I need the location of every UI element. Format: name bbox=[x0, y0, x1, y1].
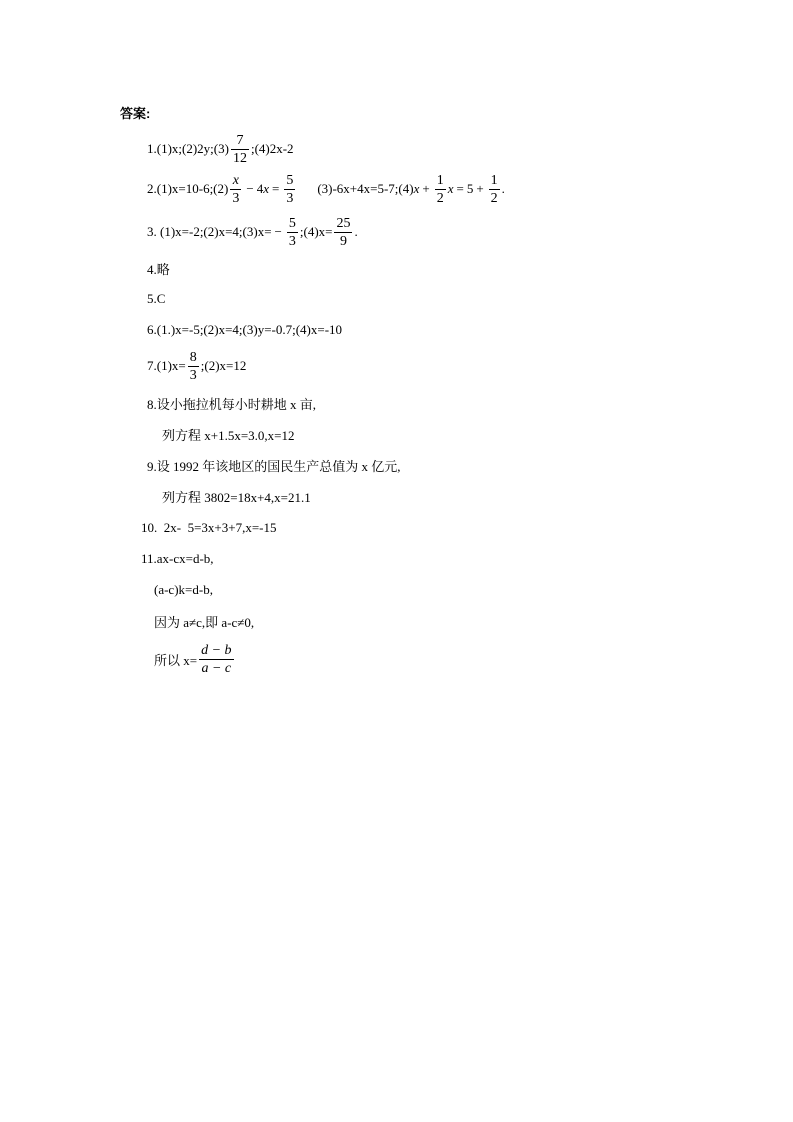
fraction-numerator: d − b bbox=[201, 642, 232, 658]
answer-7-text: 7.(1)x= bbox=[147, 358, 186, 373]
fraction-numerator: x bbox=[232, 172, 239, 188]
answer-1-fraction bbox=[231, 132, 249, 167]
fraction-numerator: 25 bbox=[336, 215, 351, 231]
fraction-denominator: a − c bbox=[201, 660, 232, 676]
period: . bbox=[501, 181, 505, 196]
answer-11-fraction bbox=[199, 642, 233, 677]
coefficient: 4 bbox=[256, 181, 264, 196]
plus-sign: + bbox=[422, 181, 430, 196]
period: . bbox=[354, 224, 358, 239]
answer-1 bbox=[147, 132, 294, 166]
fraction-denominator: 3 bbox=[286, 190, 294, 206]
answer-11-line-3: 因为 a≠c,即 a-c≠0, bbox=[154, 614, 255, 630]
answer-2-text: 2.(1)x=10-6;(2) bbox=[147, 181, 229, 196]
answer-3-fraction-1 bbox=[287, 215, 298, 250]
fraction-numerator: 1 bbox=[490, 172, 498, 188]
constant: 5 bbox=[466, 181, 474, 196]
answer-4: 4.略 bbox=[147, 261, 170, 277]
minus-sign: − bbox=[274, 224, 282, 239]
answer-9-line-1: 9.设 1992 年该地区的国民生产总值为 x 亿元, bbox=[147, 458, 401, 474]
answer-8-line-2: 列方程 x+1.5x=3.0,x=12 bbox=[162, 427, 295, 443]
answer-11-line-2: (a-c)k=d-b, bbox=[154, 582, 213, 597]
answer-7-text-end: ;(2)x=12 bbox=[200, 358, 247, 373]
fraction-numerator: 1 bbox=[436, 172, 444, 188]
variable-x: x bbox=[263, 181, 269, 196]
answer-11-line-1: 11.ax-cx=d-b, bbox=[141, 551, 214, 566]
answer-3-text-mid: ;(4)x= bbox=[299, 224, 333, 239]
fraction-denominator: 3 bbox=[189, 367, 197, 383]
answer-1-text-end: ;(4)2x-2 bbox=[250, 141, 294, 156]
fraction-numerator: 5 bbox=[288, 215, 296, 231]
variable-x: x bbox=[447, 181, 454, 196]
fraction-denominator: 12 bbox=[232, 150, 247, 166]
answer-11-text: 所以 x= bbox=[154, 652, 198, 668]
answer-11-line-4 bbox=[154, 642, 236, 676]
equals-sign: = bbox=[456, 181, 464, 196]
answer-5: 5.C bbox=[147, 291, 166, 306]
variable-x: x bbox=[413, 181, 420, 196]
answer-heading: 答案: bbox=[120, 106, 151, 121]
fraction-numerator: 8 bbox=[189, 349, 197, 365]
fraction-denominator: 2 bbox=[490, 190, 498, 206]
answer-2-text-mid: (3)-6x+4x=5-7;(4) bbox=[317, 181, 414, 196]
answer-7-fraction bbox=[188, 349, 199, 384]
fraction-numerator: 5 bbox=[286, 172, 294, 188]
fraction-denominator: 2 bbox=[436, 190, 444, 206]
answer-3-text: 3. (1)x=-2;(2)x=4;(3)x= bbox=[147, 224, 272, 239]
minus-sign: − bbox=[246, 181, 254, 196]
equals-sign: = bbox=[271, 181, 280, 196]
fraction-numerator: 7 bbox=[236, 132, 244, 148]
answer-1-text: 1.(1)x;(2)2y;(3) bbox=[147, 141, 229, 156]
answer-10: 10. 2x- 5=3x+3+7,x=-15 bbox=[141, 520, 277, 535]
fraction-denominator: 3 bbox=[288, 233, 296, 249]
answer-2-fraction-2 bbox=[284, 172, 295, 207]
answer-2-fraction-1 bbox=[230, 172, 241, 207]
answer-3 bbox=[147, 215, 358, 249]
answer-7 bbox=[147, 349, 247, 383]
plus-sign: + bbox=[476, 181, 484, 196]
answer-3-fraction-2 bbox=[334, 215, 352, 250]
answer-8-line-1: 8.设小拖拉机每小时耕地 x 亩, bbox=[147, 396, 317, 412]
answer-6: 6.(1.)x=-5;(2)x=4;(3)y=-0.7;(4)x=-10 bbox=[147, 322, 343, 337]
fraction-denominator: 3 bbox=[232, 190, 240, 206]
answer-2 bbox=[147, 172, 505, 206]
answer-2-fraction-4 bbox=[489, 172, 500, 207]
answer-2-fraction-3 bbox=[435, 172, 446, 207]
fraction-denominator: 9 bbox=[339, 233, 347, 249]
answer-9-line-2: 列方程 3802=18x+4,x=21.1 bbox=[162, 489, 311, 505]
